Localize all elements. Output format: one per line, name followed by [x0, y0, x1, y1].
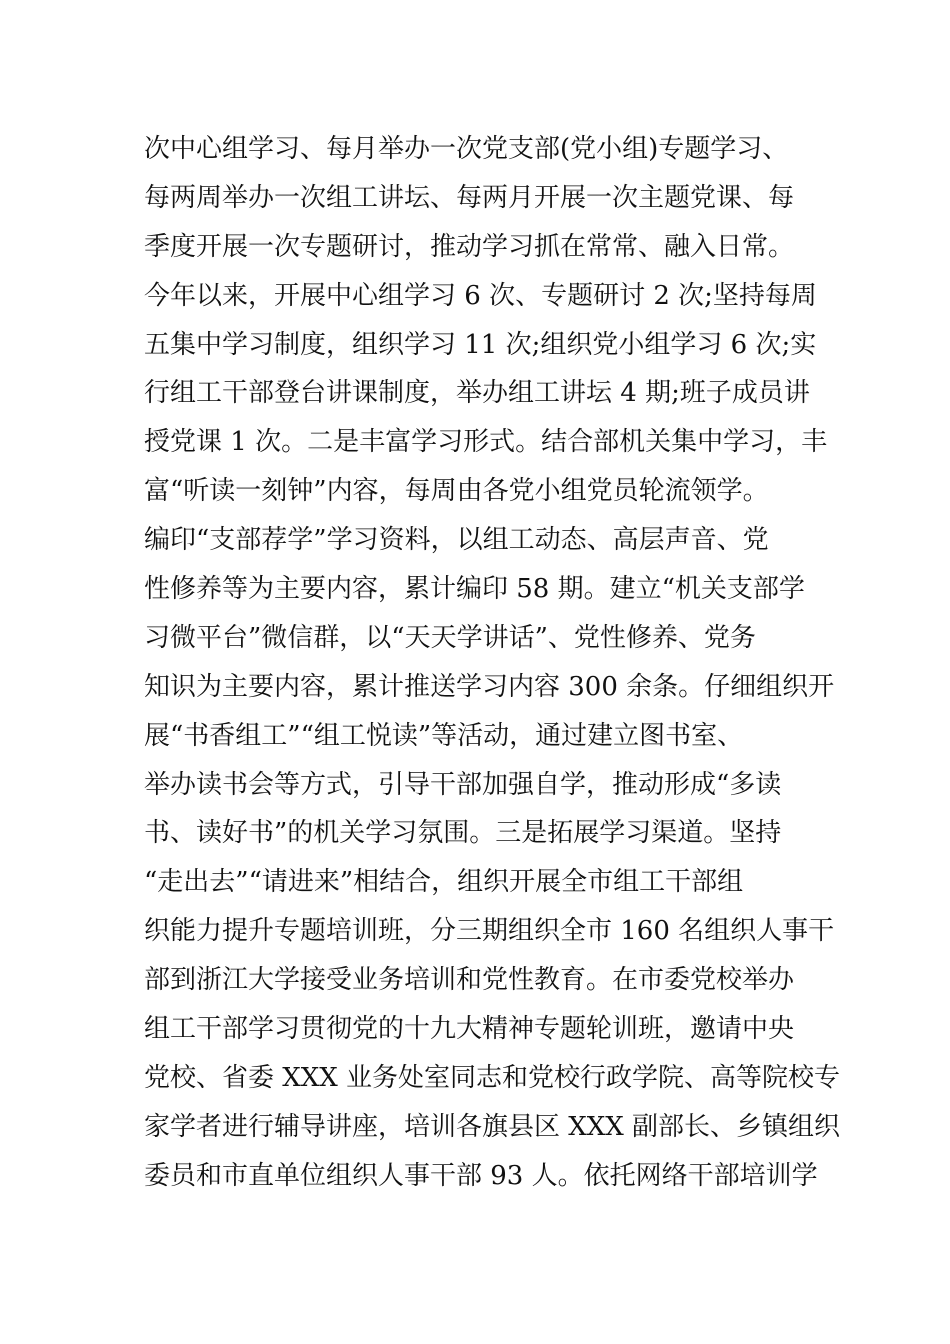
text-line: 织能力提升专题培训班，分三期组织全市 160 名组织人事干 [144, 916, 835, 947]
text-line: 编印“支部荐学”学习资料，以组工动态、高层声音、党 [144, 525, 769, 556]
text-line: “走出去”“请进来”相结合，组织开展全市组工干部组 [144, 867, 744, 898]
text-line: 举办读书会等方式，引导干部加强自学，推动形成“多读 [144, 769, 782, 800]
text-line: 富“听读一刻钟”内容，每周由各党小组党员轮流领学。 [144, 476, 769, 507]
text-line: 每两周举办一次组工讲坛、每两月开展一次主题党课、每 [144, 182, 795, 213]
text-line: 部到浙江大学接受业务培训和党性教育。在市委党校举办 [144, 965, 795, 996]
text-line: 五集中学习制度，组织学习 11 次;组织党小组学习 6 次;实 [144, 329, 817, 360]
text-line: 委员和市直单位组织人事干部 93 人。依托网络干部培训学 [144, 1160, 818, 1191]
text-line: 今年以来，开展中心组学习 6 次、专题研讨 2 次;坚持每周 [144, 280, 817, 311]
text-line: 行组工干部登台讲课制度，举办组工讲坛 4 期;班子成员讲 [144, 378, 810, 409]
text-line: 党校、省委 XXX 业务处室同志和党校行政学院、高等院校专 [144, 1062, 841, 1093]
body-text [144, 125, 844, 1201]
text-line: 习微平台”微信群，以“天天学讲话”、党性修养、党务 [144, 622, 756, 653]
text-line: 季度开展一次专题研讨，推动学习抓在常常、融入日常。 [144, 231, 795, 262]
text-line: 家学者进行辅导讲座，培训各旗县区 XXX 副部长、乡镇组织 [144, 1111, 841, 1142]
text-line: 组工干部学习贯彻党的十九大精神专题轮训班，邀请中央 [144, 1014, 795, 1045]
text-line: 次中心组学习、每月举办一次党支部(党小组)专题学习、 [144, 134, 789, 164]
text-line: 展“书香组工”“组工悦读”等活动，通过建立图书室、 [144, 720, 744, 751]
text-line: 知识为主要内容，累计推送学习内容 300 余条。仔细组织开 [144, 671, 835, 702]
text-line: 书、读好书”的机关学习氛围。三是拓展学习渠道。坚持 [144, 818, 782, 849]
text-line: 授党课 1 次。二是丰富学习形式。结合部机关集中学习，丰 [144, 427, 828, 458]
text-line: 性修养等为主要内容，累计编印 58 期。建立“机关支部学 [144, 574, 805, 605]
